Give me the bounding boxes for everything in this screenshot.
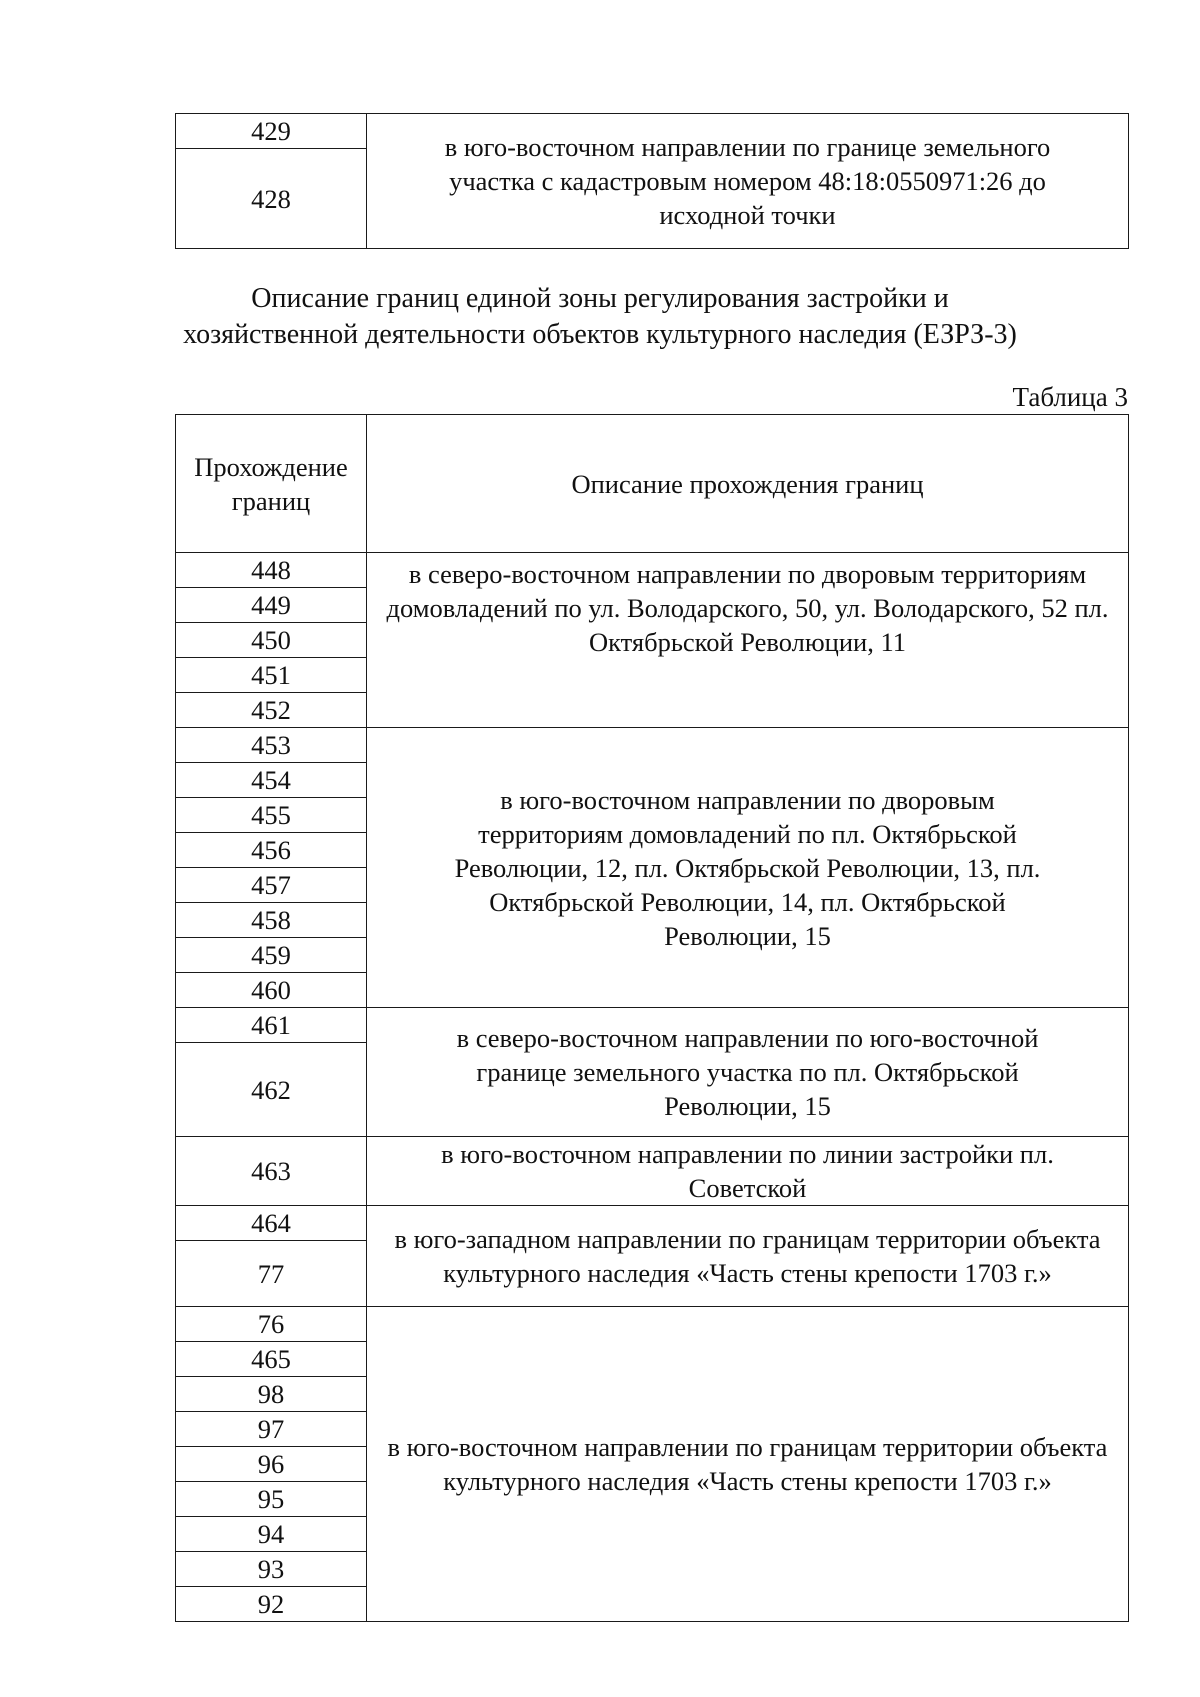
continuation-table (175, 113, 1129, 249)
point-cell: 448 (176, 553, 367, 588)
header-points: Прохождение границ (176, 415, 367, 553)
description-cell: в юго-восточном направлении по дворовым территориям домовладений по пл. Октябрьской Революции, 12, пл. Октябрьской Революции, 13, пл. Октябрьской Революции, 14, пл. Октябрьской Революции, 15 (367, 728, 1129, 1008)
description-cell: в северо-восточном направлении по дворовым территориям домовладений по ул. Володарского, 50, ул. Володарского, 52 пл. Октябрьской Революции, 11 (367, 553, 1129, 728)
point-cell: 455 (176, 798, 367, 833)
section-title-line: Описание границ единой зоны регулирования застройки и (251, 283, 949, 314)
description-cell: в юго-восточном направлении по линии застройки пл. Советской (367, 1137, 1129, 1206)
point-cell: 94 (176, 1517, 367, 1552)
header-description: Описание прохождения границ (367, 415, 1129, 553)
point-cell: 92 (176, 1587, 367, 1622)
table-caption: Таблица 3 (1012, 382, 1128, 412)
point-cell: 452 (176, 693, 367, 728)
description-cell: в юго-восточном направлении по границам территории объекта культурного наследия «Часть стены крепости 1703 г.» (367, 1307, 1129, 1622)
point-cell: 98 (176, 1377, 367, 1412)
point-cell: 450 (176, 623, 367, 658)
point-cell: 97 (176, 1412, 367, 1447)
point-cell: 462 (176, 1043, 367, 1137)
boundaries-table (175, 414, 1129, 1622)
point-cell: 77 (176, 1241, 367, 1307)
point-cell: 465 (176, 1342, 367, 1377)
point-cell: 93 (176, 1552, 367, 1587)
section-title-line: хозяйственной деятельности объектов культурного наследия (ЕЗРЗ-3) (183, 319, 1017, 350)
point-cell: 449 (176, 588, 367, 623)
point-cell: 461 (176, 1008, 367, 1043)
point-cell: 459 (176, 938, 367, 973)
description-cell: в юго-восточном направлении по границе земельного участка с кадастровым номером 48:18:0550971:26 до исходной точки (367, 114, 1129, 249)
point-cell: 464 (176, 1206, 367, 1241)
point-cell: 458 (176, 903, 367, 938)
point-cell: 463 (176, 1137, 367, 1206)
point-cell: 454 (176, 763, 367, 798)
point-cell: 429 (176, 114, 367, 149)
point-cell: 96 (176, 1447, 367, 1482)
point-cell: 95 (176, 1482, 367, 1517)
point-cell: 76 (176, 1307, 367, 1342)
point-cell: 451 (176, 658, 367, 693)
point-cell: 428 (176, 149, 367, 249)
point-cell: 456 (176, 833, 367, 868)
section-title (100, 281, 1100, 353)
point-cell: 457 (176, 868, 367, 903)
point-cell: 453 (176, 728, 367, 763)
point-cell: 460 (176, 973, 367, 1008)
description-cell: в северо-восточном направлении по юго-восточной границе земельного участка по пл. Октябрьской Революции, 15 (367, 1008, 1129, 1137)
description-cell: в юго-западном направлении по границам территории объекта культурного наследия «Часть стены крепости 1703 г.» (367, 1206, 1129, 1307)
